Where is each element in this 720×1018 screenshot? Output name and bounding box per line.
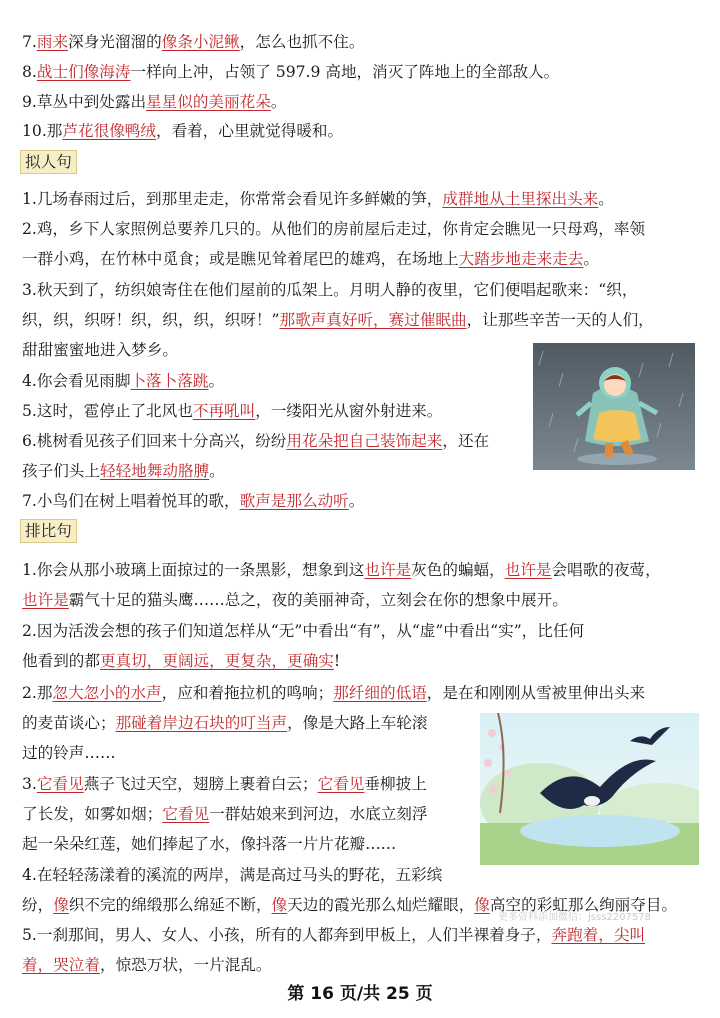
- swallow-illustration: [480, 713, 699, 865]
- text-line: [22, 713, 427, 733]
- section-tag-parallelism: 排比句: [20, 519, 77, 543]
- text-segment: 他看到的都: [22, 652, 100, 670]
- text-segment: 一群小鸡，在竹林中觅食；或是瞧见耸着尾巴的雄鸡，在场地上: [22, 250, 459, 268]
- text-segment: 9.草丛中到处露出: [22, 93, 147, 111]
- text-segment: 2.鸡，乡下人家照例总要养几只的。从他们的房前屋后走过，你肯定会瞧见一只母鸡，率领: [22, 220, 646, 238]
- highlighted-phrase: 星星似的美丽花朵: [146, 93, 271, 111]
- page-number-footer: 第 16 页/共 25 页: [287, 984, 433, 1004]
- text-segment: ，看着，心里就觉得暖和。: [155, 122, 344, 140]
- text-segment: 4.在轻轻荡漾着的溪流的两岸，满是高过马头的野花，五彩缤: [22, 866, 443, 884]
- text-segment: 。: [209, 462, 225, 480]
- text-line: [22, 32, 364, 52]
- highlighted-phrase: 那纤细的低语: [333, 684, 427, 702]
- text-segment: 天边的霞光那么灿烂耀眼，: [287, 896, 475, 914]
- watermark-text: 更多资料添加微信：jsss2207578: [498, 912, 651, 923]
- text-segment: 了长发，如雾如烟；: [22, 805, 163, 823]
- highlighted-phrase: 像: [271, 896, 288, 914]
- text-line: [22, 121, 343, 141]
- text-line: [22, 371, 224, 391]
- text-segment: 。: [348, 492, 365, 510]
- text-segment: 甜甜蜜蜜地进入梦乡。: [22, 341, 178, 359]
- text-segment: 5.一刹那间，男人、女人、小孩，所有的人都奔到甲板上，人们半裸着身子，: [22, 926, 552, 944]
- highlighted-phrase: 它看见: [162, 805, 210, 823]
- text-line: [22, 651, 340, 671]
- text-segment: 过的铃声……: [22, 744, 116, 762]
- highlighted-phrase: 也许是: [504, 561, 552, 579]
- text-segment: 织，织，织呀！织，织，织，织呀！”: [22, 311, 280, 329]
- highlighted-phrase: 像条小泥鳅: [161, 33, 240, 51]
- highlighted-phrase: 用花朵把自己装饰起来: [286, 432, 443, 450]
- highlighted-phrase: 不再吼叫: [192, 402, 256, 420]
- highlighted-phrase: 它看见: [36, 775, 84, 793]
- text-segment: ，一缕阳光从窗外射进来。: [255, 402, 443, 420]
- text-segment: 4.你会看见雨脚: [22, 372, 131, 390]
- text-segment: 灰色的蝙蝠，: [411, 561, 505, 579]
- text-segment: 起一朵朵红莲，她们捧起了水，像抖落一片片花瓣……: [22, 835, 397, 853]
- text-line: [22, 62, 559, 82]
- text-segment: ，还在: [442, 432, 490, 450]
- text-line: [22, 925, 645, 945]
- text-line: [22, 865, 442, 885]
- text-segment: 。: [270, 93, 287, 111]
- text-segment: 垂柳披上: [364, 775, 427, 793]
- text-line: [22, 955, 272, 975]
- text-segment: 一群姑娘来到河边，水底立刻浮: [209, 805, 428, 823]
- text-line: [22, 461, 225, 481]
- text-segment: ，惊恐万状，一片混乱。: [99, 956, 272, 974]
- highlighted-phrase: 也许是: [364, 561, 412, 579]
- text-segment: 霸气十足的猫头鹰……总之，夜的美丽神奇，立刻会在你的想象中展开。: [68, 591, 568, 609]
- text-segment: 7.小鸟们在树上唱着悦耳的歌，: [22, 492, 240, 510]
- text-segment: 1.几场春雨过后，到那里走走，你常常会看见许多鲜嫩的笋，: [22, 190, 443, 208]
- text-line: [22, 431, 489, 451]
- highlighted-phrase: 像: [53, 896, 69, 914]
- text-segment: 2.因为活泼会想的孩子们知道怎样从“无”中看出“有”，从“虚”中看出“实”，比任何: [22, 622, 585, 640]
- text-line: [22, 743, 116, 763]
- text-segment: 。: [598, 190, 614, 208]
- highlighted-phrase: 战士们像海涛: [36, 63, 131, 81]
- text-segment: 3.: [22, 775, 37, 793]
- text-line: [22, 249, 599, 269]
- text-segment: 深身光溜溜的: [68, 33, 162, 51]
- text-segment: ，应和着拖拉机的鸣响；: [161, 684, 334, 702]
- text-segment: 会唱歌的夜莺，: [551, 561, 661, 579]
- text-segment: ，像是大路上车轮滚: [287, 714, 428, 732]
- highlighted-phrase: 那歌声真好听，赛过催眠曲: [279, 311, 467, 329]
- highlighted-phrase: 像: [474, 896, 490, 914]
- text-line: [22, 560, 661, 580]
- text-line: [22, 683, 645, 703]
- highlighted-phrase: 成群地从土里探出头来: [442, 190, 599, 208]
- text-line: [22, 834, 396, 854]
- highlighted-phrase: 奔跑着，尖叫: [551, 926, 646, 944]
- text-segment: ，怎么也抓不住。: [239, 33, 365, 51]
- text-segment: 10.那: [22, 122, 63, 140]
- text-segment: ，让那些辛苦一天的人们，: [466, 311, 654, 329]
- text-segment: 6.桃树看见孩子们回来十分高兴，纷纷: [22, 432, 287, 450]
- highlighted-phrase: 轻轻地舞动胳膊: [99, 462, 210, 480]
- highlighted-phrase: 更真切，更阔远，更复杂，更确实: [99, 652, 334, 670]
- section-tag-personification: 拟人句: [20, 150, 77, 174]
- text-segment: 5.这时，雹停止了北风也: [22, 402, 193, 420]
- text-segment: 8.: [22, 63, 37, 81]
- highlighted-phrase: 卜落卜落跳: [130, 372, 209, 390]
- text-segment: 1.你会从那小玻璃上面掠过的一条黑影，想象到这: [22, 561, 365, 579]
- text-line: [22, 189, 614, 209]
- text-line: [22, 310, 654, 330]
- text-segment: 高空的彩虹那么绚丽夺目。: [489, 896, 678, 914]
- text-segment: ，是在和刚刚从雪被里伸出头来: [426, 684, 646, 702]
- text-line: [22, 774, 427, 794]
- text-segment: 2.那: [22, 684, 53, 702]
- highlighted-phrase: 着，哭泣着: [22, 956, 100, 974]
- text-line: [22, 280, 637, 300]
- highlighted-phrase: 大踏步地走来走去: [458, 250, 584, 268]
- text-segment: 纷，: [22, 896, 54, 914]
- highlighted-phrase: 雨来: [36, 33, 69, 51]
- highlighted-phrase: 它看见: [317, 775, 365, 793]
- text-segment: 孩子们头上: [22, 462, 100, 480]
- text-segment: 。: [208, 372, 225, 390]
- text-line: [22, 92, 286, 112]
- highlighted-phrase: 歌声是那么动听: [239, 492, 349, 510]
- highlighted-phrase: 那碰着岸边石块的叮当声: [115, 714, 288, 732]
- text-segment: 织不完的绵缎那么绵延不断，: [68, 896, 272, 914]
- text-segment: 7.: [22, 33, 37, 51]
- text-line: [22, 401, 442, 421]
- text-line: [22, 621, 584, 641]
- text-line: [22, 491, 364, 511]
- text-line: [22, 804, 427, 824]
- text-segment: 。: [583, 250, 600, 268]
- text-line: [22, 219, 645, 239]
- highlighted-phrase: 芦花很像鸭绒: [62, 122, 156, 140]
- text-line: [22, 590, 568, 610]
- text-line: [22, 340, 178, 360]
- highlighted-phrase: 也许是: [22, 591, 69, 609]
- text-segment: !: [333, 652, 341, 670]
- text-segment: 3.秋天到了，纺织娘寄住在他们屋前的瓜架上。月明人静的夜里，它们便唱起歌来：“织，: [22, 281, 638, 299]
- text-segment: 的麦苗谈心；: [22, 714, 116, 732]
- girl-in-rain-illustration: [533, 343, 695, 470]
- highlighted-phrase: 忽大忽小的水声: [52, 684, 162, 702]
- text-segment: 一样向上冲，占领了 597.9 高地，消灭了阵地上的全部敌人。: [130, 63, 560, 81]
- text-segment: 燕子飞过天空，翅膀上裹着白云；: [83, 775, 318, 793]
